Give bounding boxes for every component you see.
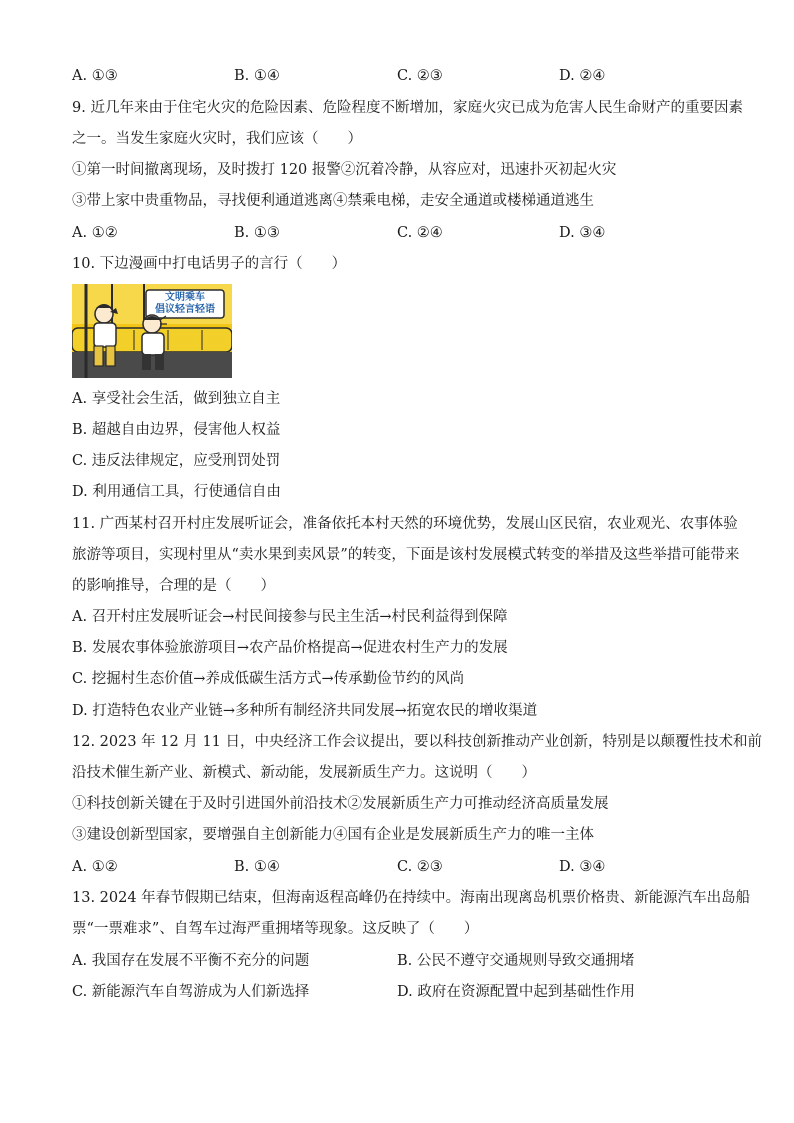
q9-stem-line1: 9. 近几年来由于住宅火灾的危险因素、危险程度不断增加，家庭火灾已成为危害人民生命财产的重要因素 bbox=[72, 100, 743, 116]
q10-option-b: B. 超越自由边界，侵害他人权益 bbox=[72, 422, 281, 438]
q10-option-c: C. 违反法律规定，应受刑罚处罚 bbox=[72, 453, 281, 469]
q12-option-a: A. ①② bbox=[72, 859, 118, 875]
q11-stem-line3: 的影响推导，合理的是（ ） bbox=[72, 578, 275, 594]
q9-option-d: D. ③④ bbox=[559, 225, 606, 241]
q9-statement-line2: ③带上家中贵重物品，寻找便利通道逃离④禁乘电梯，走安全通道或楼梯通道逃生 bbox=[72, 193, 594, 209]
q9-statement-line1: ①第一时间撤离现场，及时拨打 120 报警②沉着冷静，从容应对，迅速扑灭初起火灾 bbox=[72, 162, 617, 178]
q10-cartoon bbox=[72, 284, 232, 378]
q10-option-a: A. 享受社会生活，做到独立自主 bbox=[72, 391, 281, 407]
q13-option-c: C. 新能源汽车自驾游成为人们新选择 bbox=[72, 984, 310, 1000]
q9-option-b: B. ①③ bbox=[234, 225, 280, 241]
q11-stem-line1: 11. 广西某村召开村庄发展听证会，准备依托本村天然的环境优势，发展山区民宿，农业观光、农事体验 bbox=[72, 516, 738, 532]
q12-statement-line1: ①科技创新关键在于及时引进国外前沿技术②发展新质生产力可推动经济高质量发展 bbox=[72, 796, 609, 812]
q8-option-a: A. ①③ bbox=[72, 68, 118, 84]
q13-option-d: D. 政府在资源配置中起到基础性作用 bbox=[397, 984, 635, 1000]
q12-stem-line2: 沿技术催生新产业、新模式、新动能，发展新质生产力。这说明（ ） bbox=[72, 765, 536, 781]
q9-stem-line2: 之一。当发生家庭火灾时，我们应该（ ） bbox=[72, 131, 362, 147]
q12-option-b: B. ①④ bbox=[234, 859, 280, 875]
q12-statement-line2: ③建设创新型国家，要增强自主创新能力④国有企业是发展新质生产力的唯一主体 bbox=[72, 827, 594, 843]
q13-option-a: A. 我国存在发展不平衡不充分的问题 bbox=[72, 953, 310, 969]
q13-option-b: B. 公民不遵守交通规则导致交通拥堵 bbox=[397, 953, 635, 969]
q8-option-b: B. ①④ bbox=[234, 68, 280, 84]
q13-stem-line2: 票“一票难求”、自驾车过海严重拥堵等现象。这反映了（ ） bbox=[72, 921, 479, 937]
q11-option-b: B. 发展农事体验旅游项目→农产品价格提高→促进农村生产力的发展 bbox=[72, 640, 508, 656]
cartoon-caption-line1: 文明乘车 bbox=[165, 292, 205, 303]
cartoon-caption-line2: 倡议轻言轻语 bbox=[155, 304, 215, 315]
q9-option-a: A. ①② bbox=[72, 225, 118, 241]
q10-stem: 10. 下边漫画中打电话男子的言行（ ） bbox=[72, 256, 347, 272]
q8-option-c: C. ②③ bbox=[397, 68, 443, 84]
q8-option-d: D. ②④ bbox=[559, 68, 606, 84]
q11-stem-line2: 旅游等项目，实现村里从“卖水果到卖风景”的转变，下面是该村发展模式转变的举措及这些举措可能带来 bbox=[72, 547, 740, 563]
q12-stem-line1: 12. 2023 年 12 月 11 日，中央经济工作会议提出，要以科技创新推动产业创新，特别是以颠覆性技术和前 bbox=[72, 734, 763, 750]
q12-option-d: D. ③④ bbox=[559, 859, 606, 875]
q11-option-c: C. 挖掘村生态价值→养成低碳生活方式→传承勤俭节约的风尚 bbox=[72, 671, 465, 687]
q11-option-d: D. 打造特色农业产业链→多种所有制经济共同发展→拓宽农民的增收渠道 bbox=[72, 703, 538, 719]
q12-option-c: C. ②③ bbox=[397, 859, 443, 875]
q11-option-a: A. 召开村庄发展听证会→村民间接参与民主生活→村民利益得到保障 bbox=[72, 609, 508, 625]
q13-stem-line1: 13. 2024 年春节假期已结束，但海南返程高峰仍在持续中。海南出现离岛机票价格贵、新能源汽车出岛船 bbox=[72, 890, 751, 906]
q10-option-d: D. 利用通信工具，行使通信自由 bbox=[72, 484, 281, 500]
q9-option-c: C. ②④ bbox=[397, 225, 443, 241]
